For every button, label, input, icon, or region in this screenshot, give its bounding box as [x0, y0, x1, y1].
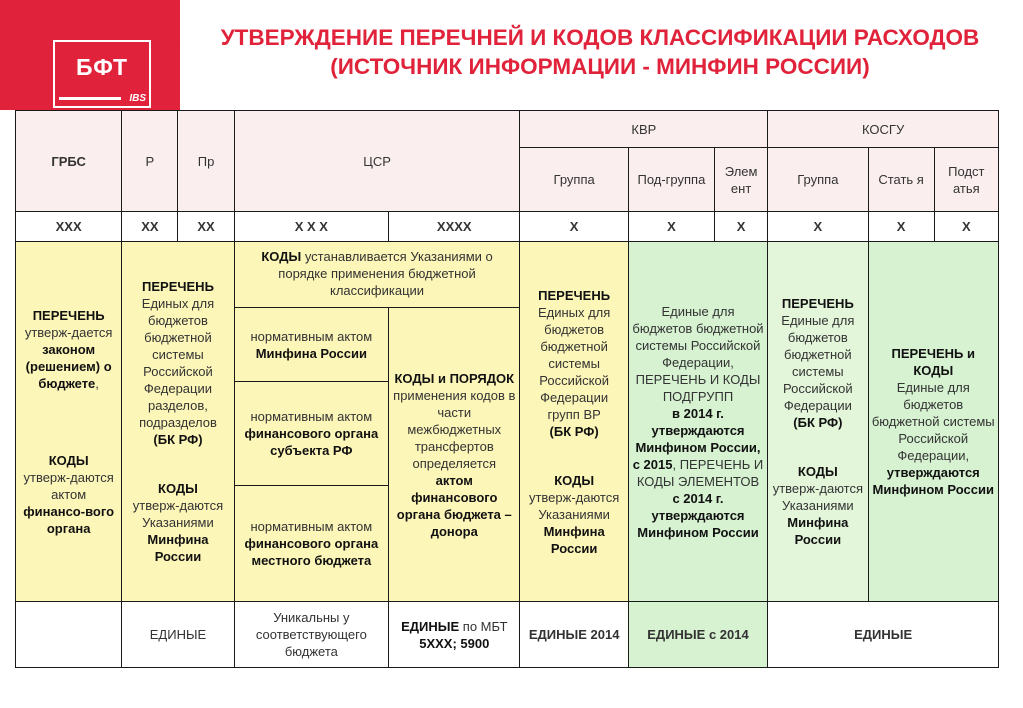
code-grbs: XXX	[16, 212, 122, 242]
code-kvr-element: X	[715, 212, 768, 242]
col-csr: ЦСР	[234, 111, 520, 212]
code-kosgu-subarticle: X	[934, 212, 998, 242]
col-grbs: ГРБС	[16, 111, 122, 212]
classification-table	[15, 110, 999, 668]
csr-minfin: нормативным актом Минфина России	[234, 308, 388, 382]
footer-kvr-sub: ЕДИНЫЕ с 2014	[628, 602, 767, 668]
csr-local: нормативным актом финансового органа местного бюджета	[234, 486, 388, 602]
footer-csr-unique: Уникальны у соответствующего бюджета	[234, 602, 388, 668]
col-kosgu-group: Группа	[768, 148, 868, 212]
csr-top-description: КОДЫ устанавливается Указаниями о порядке применения бюджетной классификации	[234, 242, 520, 308]
kvr-subgroup-description: Единые для бюджетов бюджетной системы Российской Федерации, ПЕРЕЧЕНЬ И КОДЫ ПОДГРУПП в 2014 г. утверждаются Минфином России, с 2015, ПЕРЕЧЕНЬ И КОДЫ ЭЛЕМЕНТОВ с 2014 г. утверждаются Минфином России	[628, 242, 767, 602]
page-title-line1: УТВЕРЖДЕНИЕ ПЕРЕЧНЕЙ И КОДОВ КЛАССИФИКАЦИИ РАСХОДОВ	[220, 25, 980, 50]
footer-kosgu: ЕДИНЫЕ	[768, 602, 999, 668]
code-csr1: X X X	[234, 212, 388, 242]
code-kvr-group: X	[520, 212, 628, 242]
page-title-line2: (ИСТОЧНИК ИНФОРМАЦИИ - МИНФИН РОССИИ)	[330, 54, 870, 79]
logo-sub: IBS	[129, 93, 146, 104]
code-r: XX	[122, 212, 178, 242]
csr-subject: нормативным актом финансового органа субъекта РФ	[234, 382, 388, 486]
footer-rpr: ЕДИНЫЕ	[122, 602, 234, 668]
logo-bar	[59, 97, 121, 100]
logo-text: БФТ	[75, 54, 129, 80]
kvr-group-description: ПЕРЕЧЕНЬ Единых для бюджетов бюджетной системы Российской Федерации групп ВР (БК РФ) КОДЫ утверж-даются Указаниями Минфина России	[520, 242, 628, 602]
csr-mbt-description: КОДЫ и ПОРЯДОК применения кодов в части межбюджетных трансфертов определяется актом финансового органа бюджета – донора	[389, 308, 520, 602]
kosgu-group-description: ПЕРЕЧЕНЬ Единые для бюджетов бюджетной системы Российской Федерации (БК РФ) КОДЫ утверж-даются Указаниями Минфина России	[768, 242, 868, 602]
col-kvr: КВР	[520, 111, 768, 148]
code-kosgu-article: X	[868, 212, 934, 242]
col-kvr-subgroup: Под-группа	[628, 148, 714, 212]
code-kosgu-group: X	[768, 212, 868, 242]
bft-logo	[53, 40, 151, 108]
col-kvr-element: Элем ент	[715, 148, 768, 212]
col-kosgu-article: Стать я	[868, 148, 934, 212]
footer-csr-mbt: ЕДИНЫЕ по МБТ 5XXX; 5900	[389, 602, 520, 668]
col-kvr-group: Группа	[520, 148, 628, 212]
code-csr2: XXXX	[389, 212, 520, 242]
col-kosgu-subarticle: Подст атья	[934, 148, 998, 212]
code-pr: XX	[178, 212, 234, 242]
col-r: Р	[122, 111, 178, 212]
code-kvr-subgroup: X	[628, 212, 714, 242]
footer-kvr-group: ЕДИНЫЕ 2014	[520, 602, 628, 668]
footer-grbs-empty	[16, 602, 122, 668]
col-pr: Пр	[178, 111, 234, 212]
kosgu-rest-description: ПЕРЕЧЕНЬ и КОДЫ Единые для бюджетов бюджетной системы Российской Федерации, утверждаются Минфином России	[868, 242, 999, 602]
col-kosgu: КОСГУ	[768, 111, 999, 148]
grbs-description: ПЕРЕЧЕНЬ утверж-дается законом (решением) о бюджете, КОДЫ утверж-даются актом финансо-вого органа	[16, 242, 122, 602]
rpr-description: ПЕРЕЧЕНЬ Единых для бюджетов бюджетной системы Российской Федерации разделов, подразделов (БК РФ) КОДЫ утверж-даются Указаниями Минфина России	[122, 242, 234, 602]
